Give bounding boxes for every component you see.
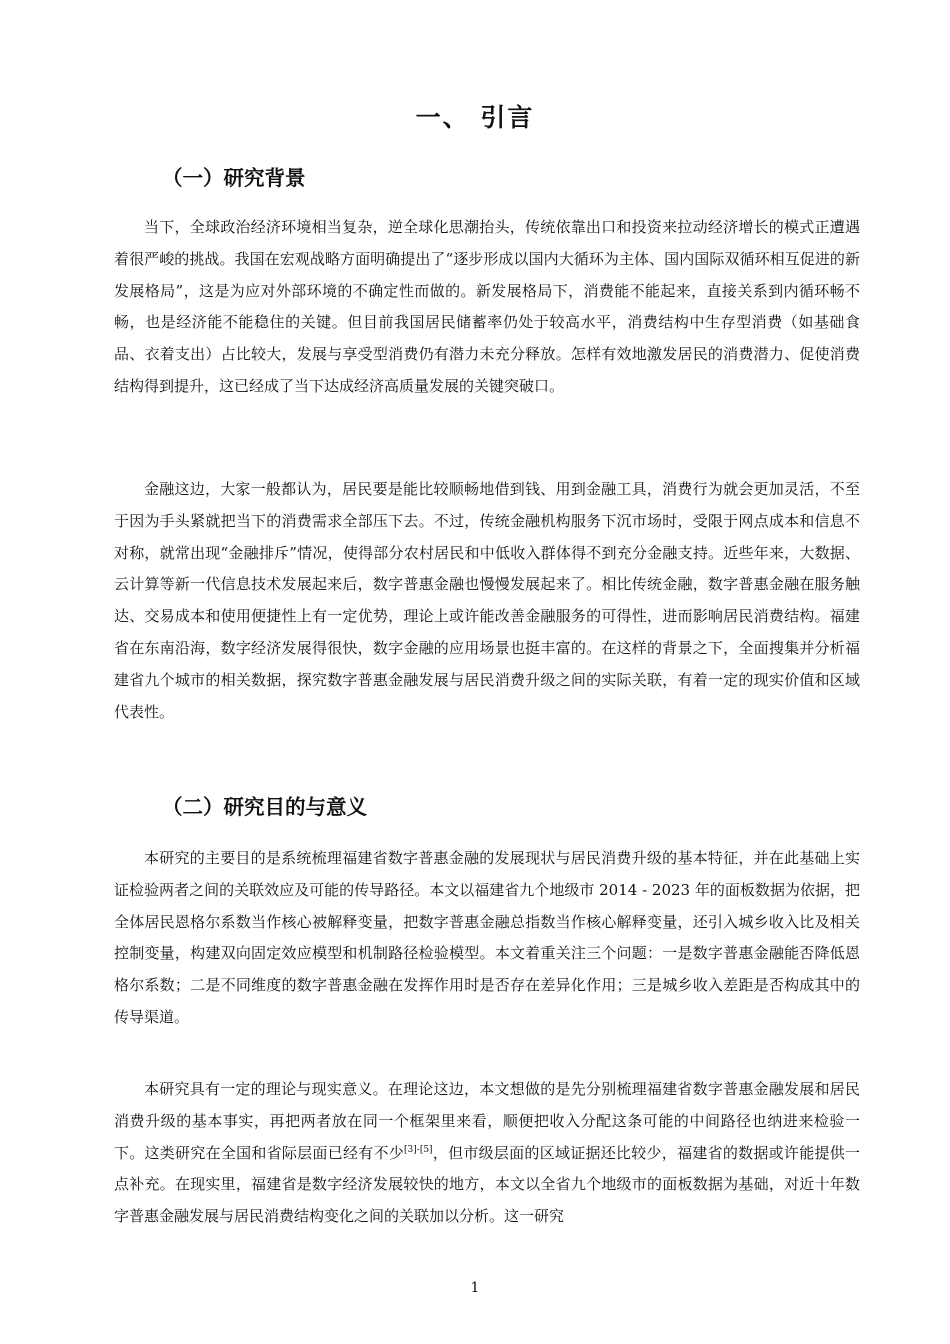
section-heading-background: （一）研究背景 <box>162 166 306 190</box>
purpose-paragraph-2 <box>114 1074 860 1233</box>
chapter-heading: 一、 引言 <box>415 103 535 132</box>
purpose-paragraph-2-text-a: 本研究具有一定的理论与现实意义。在理论这边，本文想做的是先分别梳理福建省数字普惠金融发展和居民消费升级的基本事实，再把两者放在同一个框架里来看，顺便把收入分配这条可能的中间路径也纳进来检验一下。这类研究在全国和省际层面已经有不少 <box>114 1080 860 1162</box>
background-paragraph-1: 当下，全球政治经济环境相当复杂，逆全球化思潮抬头，传统依靠出口和投资来拉动经济增长的模式正遭遇着很严峻的挑战。我国在宏观战略方面明确提出了“逐步形成以国内大循环为主体、国内国际双循环相互促进的新发展格局”，这是为应对外部环境的不确定性而做的。新发展格局下，消费能不能起来，直接关系到内循环畅不畅，也是经济能不能稳住的关键。但目前我国居民储蓄率仍处于较高水平，消费结构中生存型消费（如基础食品、衣着支出）占比较大，发展与享受型消费仍有潜力未充分释放。怎样有效地激发居民的消费潜力、促使消费结构得到提升，这已经成了当下达成经济高质量发展的关键突破口。 <box>114 218 860 395</box>
purpose-paragraph-2-text-b: ，但市级层面的区域证据还比较少，福建省的数据或许能提供一点补充。在现实里，福建省是数字经济发展较快的地方，本文以全省九个地级市的面板数据为基础，对近十年数字普惠金融发展与居民消费结构变化之间的关联加以分析。这一研究 <box>114 1143 860 1226</box>
citation-superscript[interactable]: [3]-[5] <box>404 1144 433 1155</box>
section-heading-purpose: （二）研究目的与意义 <box>162 795 367 819</box>
purpose-paragraph-1: 本研究的主要目的是系统梳理福建省数字普惠金融的发展现状与居民消费升级的基本特征，并在此基础上实证检验两者之间的关联效应及可能的传导路径。本文以福建省九个地级市 2014 - 2023 年的面板数据为依据，把全体居民恩格尔系数当作核心被解释变量，把数字普惠金融总指数当作核心解释变量，还引入城乡收入比及相关控制变量，构建双向固定效应模型和机制路径检验模型。本文着重关注三个问题：一是数字普惠金融能否降低恩格尔系数；二是不同维度的数字普惠金融在发挥作用时是否存在差异化作用；三是城乡收入差距是否构成其中的传导渠道。 <box>114 849 860 1026</box>
page-number: 1 <box>470 1280 480 1296</box>
background-paragraph-2: 金融这边，大家一般都认为，居民要是能比较顺畅地借到钱、用到金融工具，消费行为就会更加灵活，不至于因为手头紧就把当下的消费需求全部压下去。不过，传统金融机构服务下沉市场时，受限于网点成本和信息不对称，就常出现“金融排斥”情况，使得部分农村居民和中低收入群体得不到充分金融支持。近些年来，大数据、云计算等新一代信息技术发展起来后，数字普惠金融也慢慢发展起来了。相比传统金融，数字普惠金融在服务触达、交易成本和使用便捷性上有一定优势，理论上或许能改善金融服务的可得性，进而影响居民消费结构。福建省在东南沿海，数字经济发展得很快，数字金融的应用场景也挺丰富的。在这样的背景之下，全面搜集并分析福建省九个城市的相关数据，探究数字普惠金融发展与居民消费升级之间的实际关联，有着一定的现实价值和区域代表性。 <box>114 480 860 721</box>
